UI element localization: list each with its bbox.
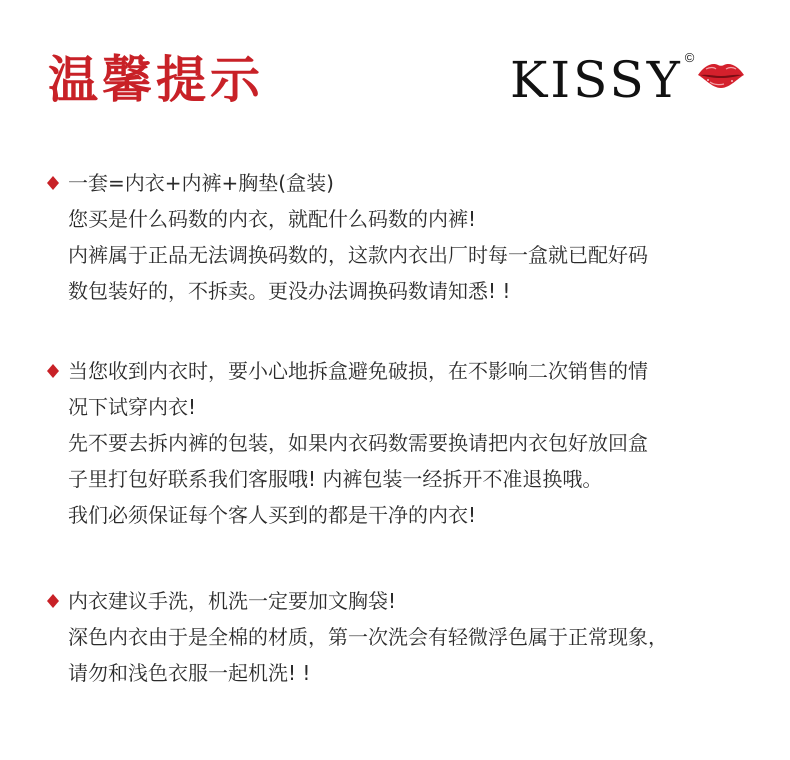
notice-text: 况下试穿内衣! <box>68 395 197 419</box>
notice-line <box>46 461 648 497</box>
diamond-icon <box>46 363 68 379</box>
notice-section-try-on <box>46 353 648 533</box>
notice-line <box>46 353 648 389</box>
notice-text: 深色内衣由于是全棉的材质，第一次洗会有轻微浮色属于正常现象， <box>68 625 668 649</box>
notice-section-packaging <box>46 165 648 309</box>
notice-line <box>46 497 648 533</box>
notice-text: 您买是什么码数的内衣，就配什么码数的内裤! <box>68 207 477 231</box>
notice-text: 内裤属于正品无法调换码数的，这款内衣出厂时每一盒就已配好码 <box>68 243 648 267</box>
notice-text: 子里打包好联系我们客服哦! 内裤包装一经拆开不准退换哦。 <box>68 467 603 491</box>
brand-logo <box>510 52 746 108</box>
notice-line <box>46 201 648 237</box>
notice-line <box>46 165 648 201</box>
notice-text: 先不要去拆内裤的包装，如果内衣码数需要换请把内衣包好放回盒 <box>68 431 648 455</box>
notice-text: 请勿和浅色衣服一起机洗! ! <box>68 661 311 685</box>
notice-text: 当您收到内衣时，要小心地拆盒避免破损，在不影响二次销售的情 <box>68 359 648 383</box>
notice-text: 一套=内衣+内裤+胸垫(盒装) <box>68 171 334 195</box>
notice-line <box>46 273 648 309</box>
notice-line <box>46 237 648 273</box>
notice-line <box>46 583 668 619</box>
page-title: 温馨提示 <box>48 51 264 109</box>
diamond-icon <box>46 593 68 609</box>
notice-line <box>46 389 648 425</box>
notice-text: 内衣建议手洗，机洗一定要加文胸袋! <box>68 589 397 613</box>
lips-icon <box>696 60 746 92</box>
copyright-mark: © <box>684 50 695 65</box>
brand-name: KISSY <box>510 51 683 109</box>
notice-line <box>46 425 648 461</box>
notice-section-washing <box>46 583 668 691</box>
notice-text: 数包装好的，不拆卖。更没办法调换码数请知悉! ! <box>68 279 511 303</box>
notice-line <box>46 619 668 655</box>
notice-text: 我们必须保证每个客人买到的都是干净的内衣! <box>68 503 477 527</box>
diamond-icon <box>46 175 68 191</box>
notice-line <box>46 655 668 691</box>
